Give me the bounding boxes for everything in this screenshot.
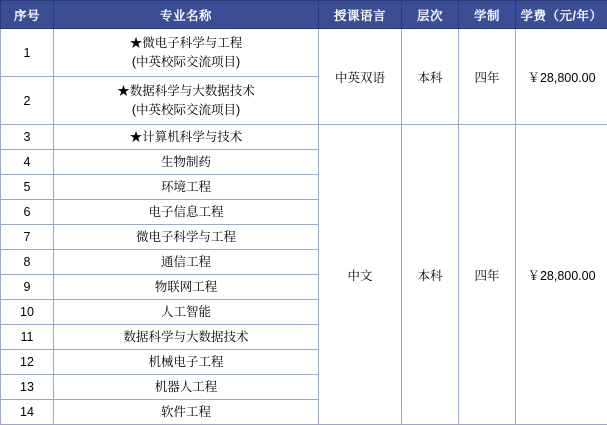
cell-level-group1: 本科 xyxy=(402,29,459,125)
table-row xyxy=(1,29,607,77)
cell-major: 生物制药 xyxy=(54,150,319,175)
cell-seq: 6 xyxy=(1,200,54,225)
major-note: (中英校际交流项目) xyxy=(56,53,316,71)
cell-major: 机器人工程 xyxy=(54,375,319,400)
cell-major: 微电子科学与工程 xyxy=(54,225,319,250)
header-row xyxy=(1,1,607,29)
header-duration: 学制 xyxy=(459,1,516,29)
table-header xyxy=(1,1,607,29)
cell-seq: 10 xyxy=(1,300,54,325)
cell-fee-group1: ￥28,800.00 xyxy=(516,29,607,125)
cell-major: 数据科学与大数据技术 xyxy=(54,325,319,350)
cell-major: 物联网工程 xyxy=(54,275,319,300)
cell-seq: 13 xyxy=(1,375,54,400)
cell-seq: 8 xyxy=(1,250,54,275)
cell-major: 人工智能 xyxy=(54,300,319,325)
table-row xyxy=(1,125,607,150)
header-level: 层次 xyxy=(402,1,459,29)
cell-seq: 1 xyxy=(1,29,54,77)
cell-major xyxy=(54,77,319,125)
cell-seq: 12 xyxy=(1,350,54,375)
cell-language-group1: 中英双语 xyxy=(319,29,402,125)
cell-seq: 7 xyxy=(1,225,54,250)
cell-fee-group2: ￥28,800.00 xyxy=(516,125,607,425)
cell-seq: 5 xyxy=(1,175,54,200)
header-language: 授课语言 xyxy=(319,1,402,29)
cell-language-group2: 中文 xyxy=(319,125,402,425)
cell-seq: 2 xyxy=(1,77,54,125)
cell-duration-group1: 四年 xyxy=(459,29,516,125)
cell-seq: 14 xyxy=(1,400,54,425)
cell-major: 电子信息工程 xyxy=(54,200,319,225)
cell-major: ★计算机科学与技术 xyxy=(54,125,319,150)
cell-seq: 9 xyxy=(1,275,54,300)
cell-seq: 3 xyxy=(1,125,54,150)
cell-major: 软件工程 xyxy=(54,400,319,425)
cell-major: 通信工程 xyxy=(54,250,319,275)
header-major: 专业名称 xyxy=(54,1,319,29)
cell-seq: 11 xyxy=(1,325,54,350)
cell-seq: 4 xyxy=(1,150,54,175)
major-name: ★微电子科学与工程 xyxy=(130,36,243,50)
cell-major: 机械电子工程 xyxy=(54,350,319,375)
cell-major: 环境工程 xyxy=(54,175,319,200)
cell-duration-group2: 四年 xyxy=(459,125,516,425)
major-name: ★数据科学与大数据技术 xyxy=(117,84,255,98)
cell-level-group2: 本科 xyxy=(402,125,459,425)
table-body xyxy=(1,29,607,425)
cell-major xyxy=(54,29,319,77)
header-seq: 序号 xyxy=(1,1,54,29)
major-note: (中英校际交流项目) xyxy=(56,101,316,119)
header-fee: 学费（元/年） xyxy=(516,1,607,29)
